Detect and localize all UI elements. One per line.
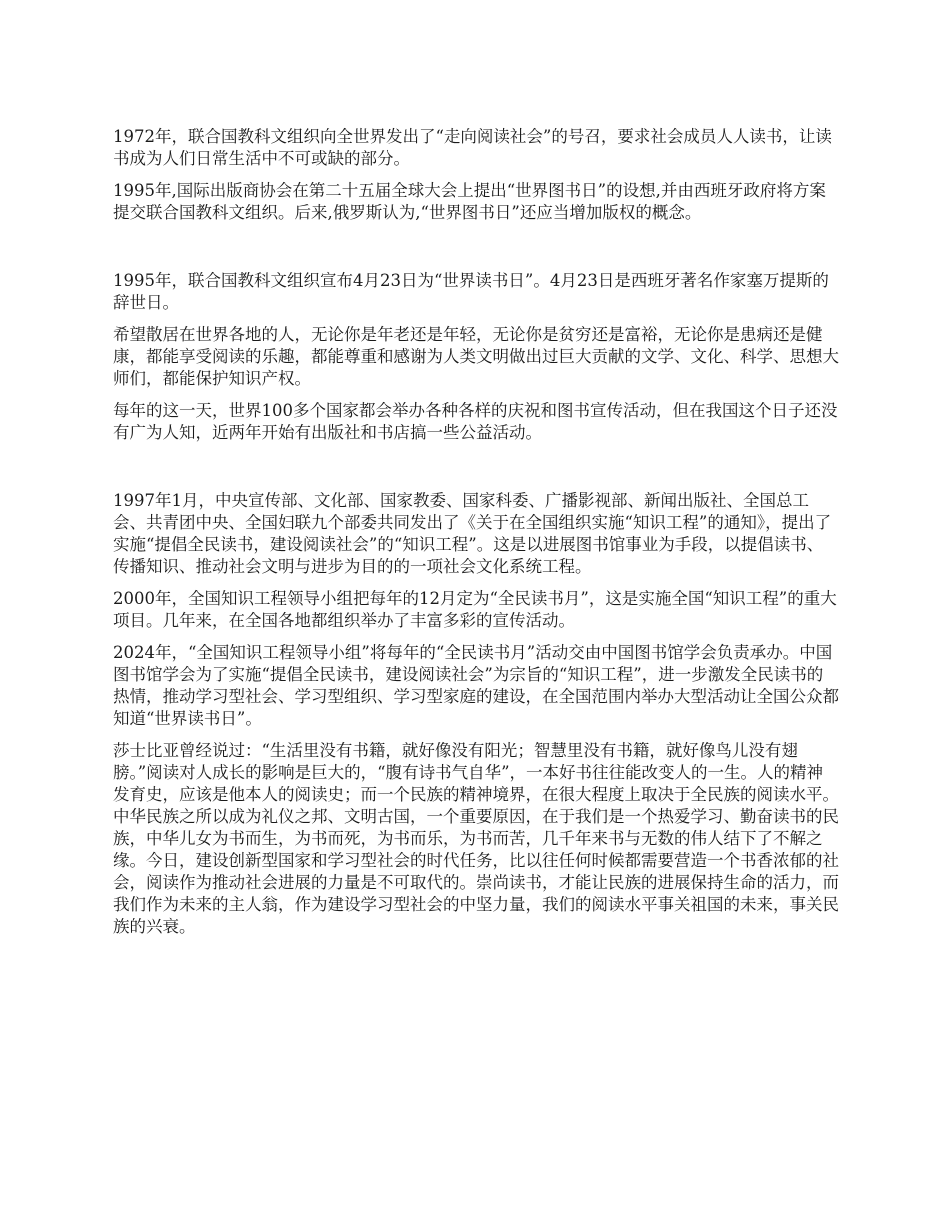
- paragraph-2024-library-society: 2024年，“全国知识工程领导小组”将每年的“全民读书月”活动交由中国图书馆学会负责承办。中国图书馆学会为了实施“提倡全民读书，建设阅读社会”为宗旨的“知识工程”，进一步激发全民读书的热情，推动学习型社会、学习型组织、学习型家庭的建设，在全国范围内举办大型活动让全国公众都知道“世界读书日”。: [113, 643, 839, 728]
- paragraph-shakespeare-quote: 莎士比亚曾经说过：“生活里没有书籍，就好像没有阳光；智慧里没有书籍，就好像鸟儿没有翅膀。”阅读对人成长的影响是巨大的，“腹有诗书气自华”，一本好书往往能改变人的一生。人的精神发育史，应该是他本人的阅读史；而一个民族的精神境界，在很大程度上取决于全民族的阅读水平。中华民族之所以成为礼仪之邦、文明古国，一个重要原因，在于我们是一个热爱学习、勤奋读书的民族，中华儿女为书而生，为书而死，为书而乐，为书而苦，几千年来书与无数的伟人结下了不解之缘。今日，建设创新型国家和学习型社会的时代任务，比以往任何时候都需要营造一个书香浓郁的社会，阅读作为推动社会进展的力量是不可取代的。崇尚读书，才能让民族的进展保持生命的活力，而我们作为未来的主人翁，作为建设学习型社会的中坚力量，我们的阅读水平事关祖国的未来，事关民族的兴衰。: [113, 741, 839, 936]
- paragraph-1995-unesco-announcement: 1995年，联合国教科文组织宣布4月23日为“世界读书日”。4月23日是西班牙著名作家塞万提斯的辞世日。: [113, 271, 829, 312]
- section-gap: [113, 234, 839, 270]
- paragraph-1997-knowledge-project: 1997年1月，中央宣传部、文化部、国家教委、国家科委、广播影视部、新闻出版社、全国总工会、共青团中央、全国妇联九个部委共同发出了《关于在全国组织实施“知识工程”的通知》，提出了实施“提倡全民读书，建设阅读社会”的“知识工程”。这是以进展图书馆事业为手段，以提倡读书、传播知识、推动社会文明与进步为目的的一项社会文化系统工程。: [113, 491, 832, 576]
- paragraph-1972-reading-society: 1972年，联合国教科文组织向全世界发出了“走向阅读社会”的号召，要求社会成员人人读书，让读书成为人们日常生活中不可或缺的部分。: [113, 127, 832, 168]
- paragraph-2000-reading-month: 2000年，全国知识工程领导小组把每年的12月定为“全民读书月”，这是实施全国“知识工程”的重大项目。几年来，在全国各地都组织举办了丰富多彩的宣传活动。: [113, 589, 837, 630]
- paragraph-annual-celebrations: 每年的这一天，世界100多个国家都会举办各种各样的庆祝和图书宣传活动，但在我国这个日子还没有广为人知，近两年开始有出版社和书店搞一些公益活动。: [113, 401, 838, 442]
- document-body: [113, 126, 839, 948]
- section-gap: [113, 454, 839, 490]
- paragraph-1995-world-book-day-proposal: 1995年,国际出版商协会在第二十五届全球大会上提出“世界图书日”的设想,并由西班牙政府将方案提交联合国教科文组织。后来,俄罗斯认为,“世界图书日”还应当增加版权的概念。: [113, 181, 826, 222]
- paragraph-hope-for-readers: 希望散居在世界各地的人，无论你是年老还是年轻，无论你是贫穷还是富裕，无论你是患病还是健康，都能享受阅读的乐趣，都能尊重和感谢为人类文明做出过巨大贡献的文学、文化、科学、思想大师们，都能保护知识产权。: [113, 325, 839, 388]
